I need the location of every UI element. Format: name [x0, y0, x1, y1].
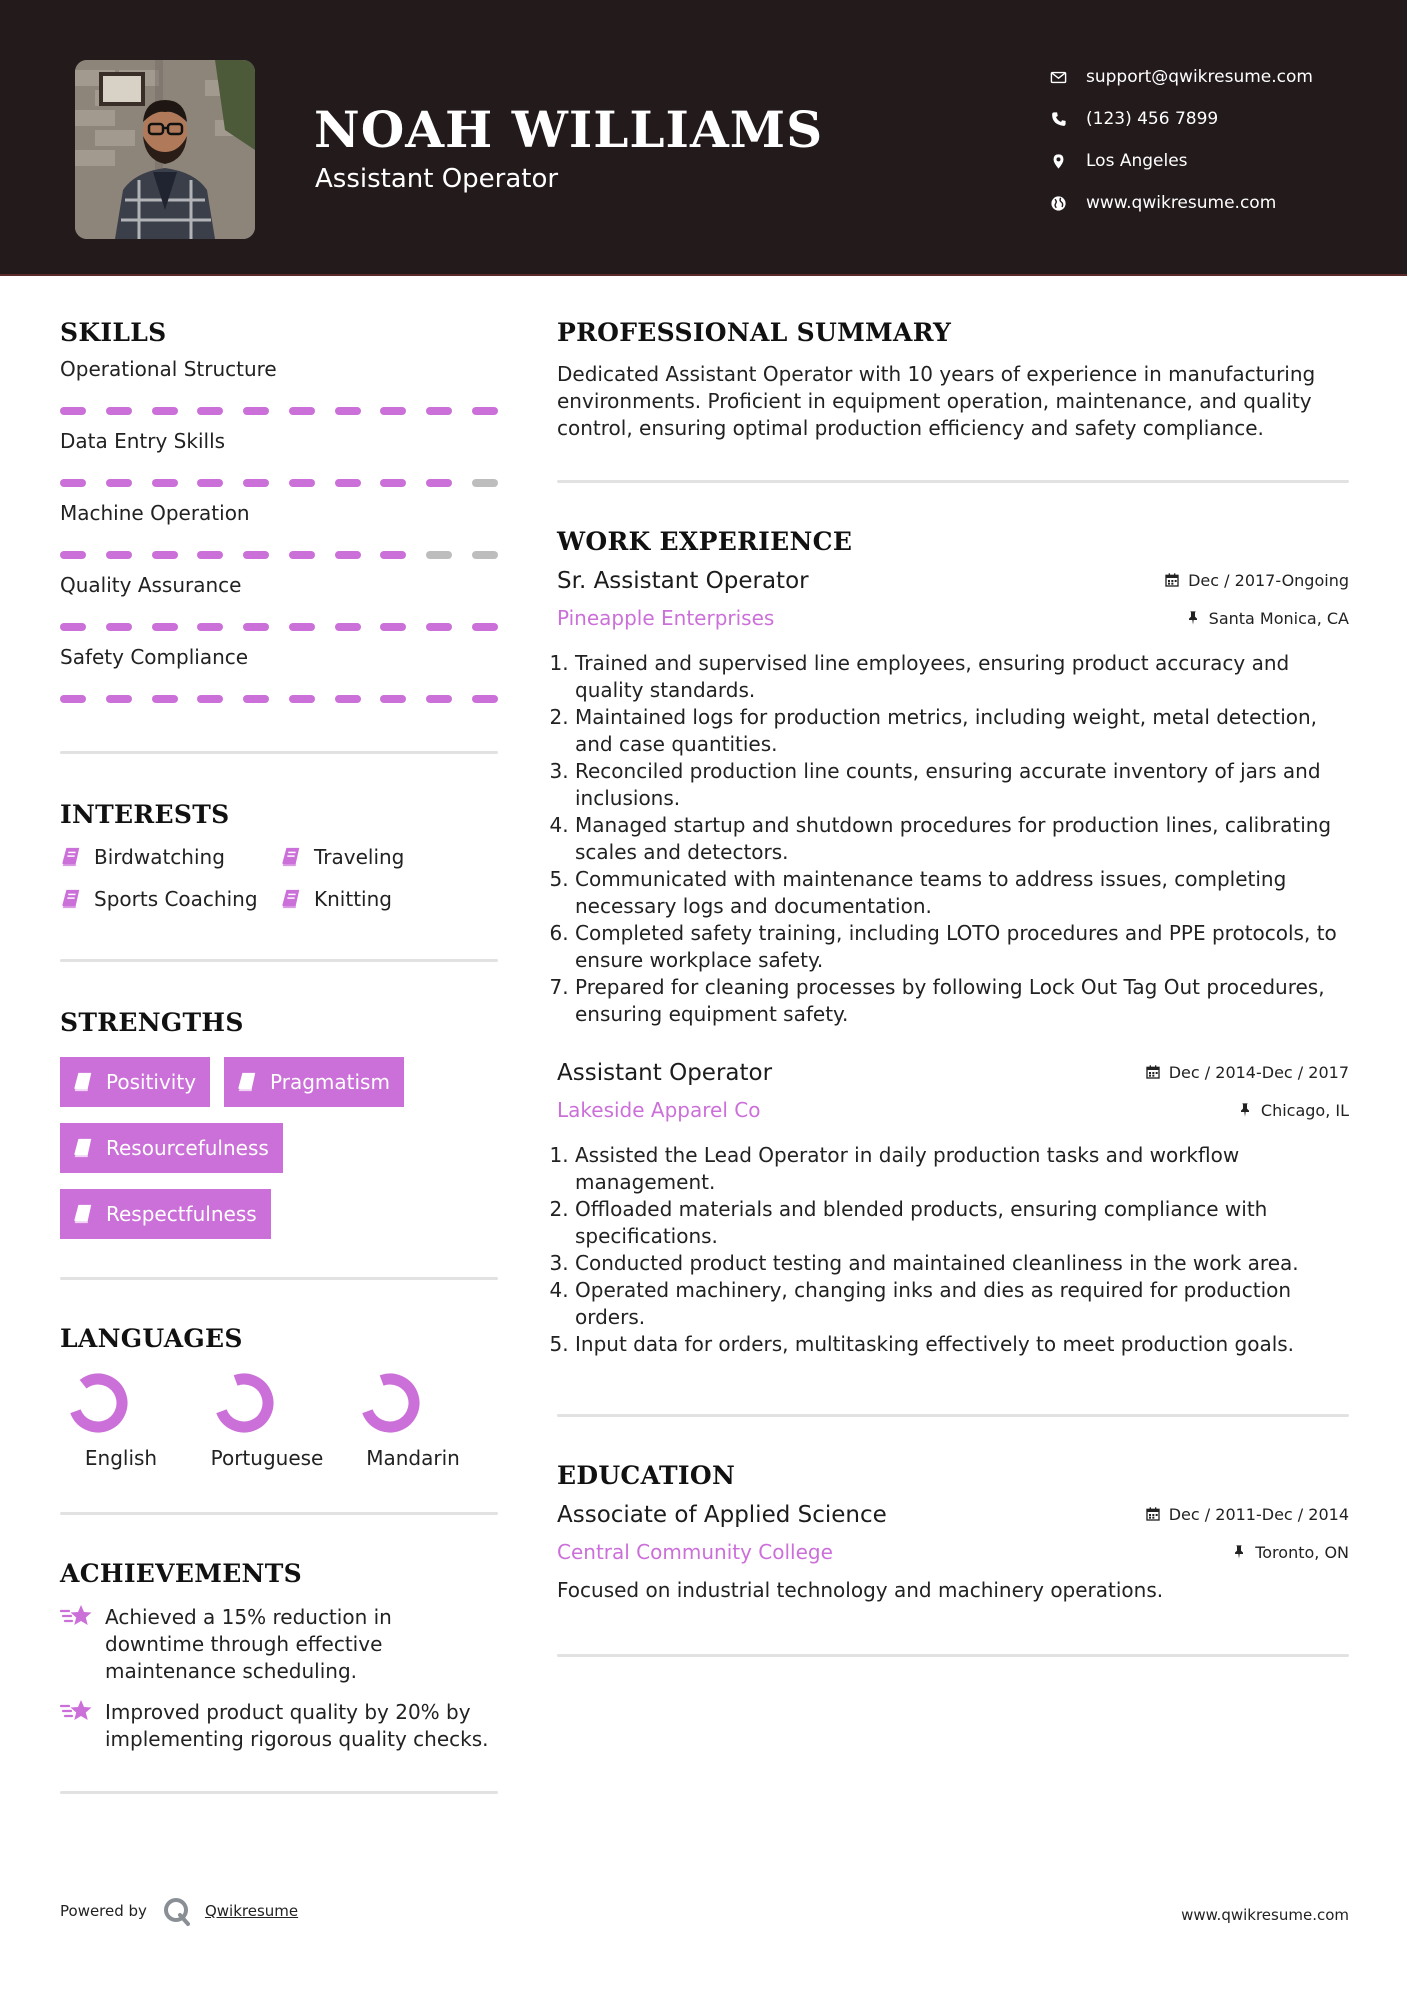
job-duty: 5. Communicated with maintenance teams to address issues, completing necessary logs and documentation.	[575, 866, 1349, 920]
skill-name: Machine Operation	[60, 501, 250, 525]
skill-dot-filled	[243, 623, 269, 631]
job-duty: 4. Operated machinery, changing inks and dies as required for production orders.	[575, 1277, 1349, 1331]
skill-dot-filled	[243, 551, 269, 559]
section-divider	[60, 751, 498, 754]
skill-dot-filled	[197, 551, 223, 559]
education-entry	[557, 1502, 1349, 1528]
job-duty: 3. Conducted product testing and maintained cleanliness in the work area.	[575, 1250, 1349, 1277]
language-progress-ring	[358, 1371, 422, 1435]
skill-dot-filled	[197, 479, 223, 487]
job-entry	[557, 568, 1349, 1028]
skills-heading: SKILLS	[60, 318, 167, 347]
skill-dot-filled	[106, 695, 132, 703]
phone-icon	[1050, 111, 1067, 128]
interest-label: Birdwatching	[94, 845, 225, 869]
skill-dot-filled	[106, 407, 132, 415]
interest-item	[280, 845, 490, 869]
pin-icon	[1237, 1102, 1253, 1118]
skill-dot-filled	[106, 623, 132, 631]
job-duty: 2. Maintained logs for production metrics, including weight, metal detection, and case quantities.	[575, 704, 1349, 758]
strength-tag	[224, 1057, 404, 1107]
skill-dot-filled	[426, 479, 452, 487]
achievement-text: Improved product quality by 20% by implementing rigorous quality checks.	[105, 1700, 489, 1751]
skill-dot-filled	[60, 479, 86, 487]
job-title: Sr. Assistant Operator	[557, 568, 809, 594]
skill-dot-filled	[289, 551, 315, 559]
contact-email[interactable]	[1050, 56, 1380, 98]
skill-dot-filled	[426, 695, 452, 703]
footer-powered-by	[60, 1895, 298, 1927]
skill-dot-filled	[152, 407, 178, 415]
jobs-list	[557, 568, 1349, 1358]
skill-name: Safety Compliance	[60, 645, 249, 669]
skill-dot-filled	[289, 407, 315, 415]
job-dates	[1145, 1063, 1349, 1082]
section-divider	[60, 1277, 498, 1280]
powered-by-label: Powered by	[60, 1902, 147, 1920]
contact-location-text: Los Angeles	[1086, 151, 1188, 171]
map-pin-icon	[1050, 153, 1067, 170]
interest-label: Traveling	[314, 845, 405, 869]
envelope-icon	[1050, 69, 1067, 86]
skill-dot-filled	[289, 479, 315, 487]
skill-dot-filled	[152, 551, 178, 559]
job-duty: 4. Managed startup and shutdown procedures for production lines, calibrating scales and detectors.	[575, 812, 1349, 866]
job-duty: 1. Assisted the Lead Operator in daily production tasks and workflow management.	[575, 1142, 1349, 1196]
strength-label: Pragmatism	[270, 1070, 390, 1094]
skill-level-meter	[60, 479, 498, 487]
job-header	[557, 568, 1349, 594]
strength-tag	[60, 1057, 210, 1107]
skill-dot-filled	[380, 551, 406, 559]
skill-dot-empty	[472, 479, 498, 487]
strength-label: Resourcefulness	[106, 1136, 269, 1160]
skill-dot-filled	[472, 407, 498, 415]
language-name: English	[84, 1446, 158, 1470]
job-entry	[557, 1060, 1349, 1358]
language-name: Mandarin	[366, 1446, 460, 1470]
language-progress-ring	[66, 1371, 130, 1435]
education-school[interactable]: Central Community College	[557, 1540, 833, 1564]
skill-dot-filled	[335, 623, 361, 631]
globe-icon	[1050, 195, 1067, 212]
skill-dot-filled	[152, 695, 178, 703]
right-column	[557, 318, 1349, 1657]
education-dates-text: Dec / 2011-Dec / 2014	[1168, 1504, 1349, 1524]
section-divider	[60, 959, 498, 962]
profile-photo	[75, 60, 255, 239]
job-location-text: Chicago, IL	[1260, 1100, 1349, 1120]
contact-website[interactable]	[1050, 182, 1380, 224]
job-company[interactable]: Lakeside Apparel Co	[557, 1098, 761, 1122]
language-item	[352, 1371, 498, 1472]
interest-label: Knitting	[314, 887, 392, 911]
achievements-heading: ACHIEVEMENTS	[60, 1559, 302, 1588]
skill-dot-filled	[380, 695, 406, 703]
job-subheader	[557, 1098, 1349, 1122]
skill-dot-filled	[380, 407, 406, 415]
job-duty: 1. Trained and supervised line employees, ensuring product accuracy and quality standards.	[575, 650, 1349, 704]
language-progress-arc	[359, 1372, 421, 1434]
skill-dot-filled	[426, 407, 452, 415]
skill-dot-filled	[106, 479, 132, 487]
interest-label: Sports Coaching	[94, 887, 258, 911]
shooting-star-icon	[60, 1697, 94, 1725]
languages-heading: LANGUAGES	[60, 1324, 243, 1353]
skill-dot-filled	[152, 623, 178, 631]
strength-label: Respectfulness	[106, 1202, 257, 1226]
skill-dot-empty	[426, 551, 452, 559]
skill-dot-filled	[197, 695, 223, 703]
experience-heading: WORK EXPERIENCE	[557, 527, 853, 556]
contact-phone[interactable]	[1050, 98, 1380, 140]
strength-label: Positivity	[106, 1070, 197, 1094]
education-heading: EDUCATION	[557, 1461, 736, 1490]
footer-brand-link[interactable]: Qwikresume	[204, 1902, 299, 1920]
job-duty: 7. Prepared for cleaning processes by following Lock Out Tag Out procedures, ensuring equipment safety.	[575, 974, 1349, 1028]
resume-header	[0, 0, 1407, 276]
skill-dot-filled	[289, 695, 315, 703]
book-icon	[60, 846, 82, 868]
skill-name: Data Entry Skills	[60, 429, 226, 453]
contact-email-text: support@qwikresume.com	[1086, 67, 1313, 87]
shooting-star-icon	[60, 1602, 94, 1630]
candidate-title: Assistant Operator	[315, 164, 559, 194]
language-progress-arc	[67, 1372, 129, 1434]
language-item	[206, 1371, 352, 1472]
book-icon	[236, 1071, 258, 1093]
calendar-icon	[1145, 1064, 1161, 1080]
skill-dot-filled	[197, 407, 223, 415]
education-degree: Associate of Applied Science	[557, 1502, 887, 1528]
job-header	[557, 1060, 1349, 1086]
skill-dot-filled	[197, 623, 223, 631]
language-progress-arc	[213, 1372, 275, 1434]
interest-item	[60, 887, 280, 911]
section-divider	[60, 1512, 498, 1515]
skill-dot-filled	[289, 623, 315, 631]
footer-website[interactable]: www.qwikresume.com	[1181, 1906, 1349, 1924]
language-progress-ring	[212, 1371, 276, 1435]
skills-list	[60, 357, 498, 703]
calendar-icon	[1145, 1506, 1161, 1522]
candidate-name: NOAH WILLIAMS	[314, 100, 824, 159]
education-dates	[1145, 1505, 1349, 1524]
interest-item	[280, 887, 490, 911]
summary-text: Dedicated Assistant Operator with 10 years of experience in manufacturing environments. Proficient in equipment operation, maintenance, and quality control, ensuring optimal production efficiency and safety compliance.	[557, 362, 1316, 440]
skill-level-meter	[60, 623, 498, 631]
book-icon	[72, 1071, 94, 1093]
calendar-icon	[1164, 572, 1180, 588]
job-dates-text: Dec / 2014-Dec / 2017	[1168, 1062, 1349, 1082]
skill-dot-filled	[335, 407, 361, 415]
skill-dot-filled	[60, 407, 86, 415]
qwikresume-logo-icon	[161, 1895, 193, 1927]
interest-item	[60, 845, 280, 869]
book-icon	[72, 1137, 94, 1159]
job-duties-list	[557, 1142, 1349, 1358]
skill-dot-filled	[335, 695, 361, 703]
languages-list	[60, 1371, 498, 1472]
strength-tag	[60, 1123, 283, 1173]
skill-dot-filled	[335, 479, 361, 487]
skill-dot-filled	[380, 479, 406, 487]
skill-dot-filled	[60, 623, 86, 631]
skill-dot-filled	[60, 695, 86, 703]
education-location	[1231, 1543, 1349, 1562]
interests-list	[60, 845, 498, 911]
job-company[interactable]: Pineapple Enterprises	[557, 606, 775, 630]
book-icon	[280, 888, 302, 910]
language-item	[60, 1371, 206, 1472]
education-description: Focused on industrial technology and machinery operations.	[557, 1578, 1164, 1602]
job-location	[1185, 609, 1349, 628]
skill-name: Quality Assurance	[60, 573, 242, 597]
skill-dot-empty	[472, 551, 498, 559]
skill-dot-filled	[426, 623, 452, 631]
skill-name: Operational Structure	[60, 357, 277, 381]
pin-icon	[1185, 610, 1201, 626]
contact-list	[1050, 56, 1380, 224]
skill-dot-filled	[152, 479, 178, 487]
job-duty: 5. Input data for orders, multitasking effectively to meet production goals.	[575, 1331, 1349, 1358]
contact-location	[1050, 140, 1380, 182]
strengths-list	[60, 1057, 498, 1239]
language-name: Portuguese	[210, 1446, 324, 1470]
achievement-text: Achieved a 15% reduction in downtime through effective maintenance scheduling.	[105, 1605, 392, 1683]
section-divider	[557, 480, 1349, 483]
skill-level-meter	[60, 551, 498, 559]
job-title: Assistant Operator	[557, 1060, 773, 1086]
skill-dot-filled	[472, 695, 498, 703]
book-icon	[280, 846, 302, 868]
job-duties-list	[557, 650, 1349, 1028]
job-location	[1237, 1101, 1349, 1120]
job-dates-text: Dec / 2017-Ongoing	[1188, 570, 1349, 590]
education-sub	[557, 1540, 1349, 1564]
education-location-text: Toronto, ON	[1255, 1542, 1349, 1562]
skill-dot-filled	[472, 623, 498, 631]
job-duty: 6. Completed safety training, including LOTO procedures and PPE protocols, to ensure workplace safety.	[575, 920, 1349, 974]
skill-dot-filled	[106, 551, 132, 559]
contact-phone-text: (123) 456 7899	[1086, 109, 1219, 129]
skill-dot-filled	[243, 479, 269, 487]
left-column	[60, 318, 498, 1794]
contact-website-text: www.qwikresume.com	[1086, 193, 1277, 213]
skill-dot-filled	[60, 551, 86, 559]
skill-dot-filled	[243, 695, 269, 703]
skill-dot-filled	[243, 407, 269, 415]
job-subheader	[557, 606, 1349, 630]
skill-level-meter	[60, 407, 498, 415]
achievements-list	[60, 1604, 498, 1753]
strength-tag	[60, 1189, 271, 1239]
section-divider	[557, 1654, 1349, 1657]
achievement-item	[60, 1604, 498, 1685]
skill-level-meter	[60, 695, 498, 703]
job-duty: 3. Reconciled production line counts, ensuring accurate inventory of jars and inclusions.	[575, 758, 1349, 812]
strengths-heading: STRENGTHS	[60, 1008, 244, 1037]
section-divider	[557, 1414, 1349, 1417]
skill-dot-filled	[380, 623, 406, 631]
job-location-text: Santa Monica, CA	[1208, 608, 1349, 628]
job-dates	[1164, 571, 1349, 590]
interests-heading: INTERESTS	[60, 800, 230, 829]
summary-heading: PROFESSIONAL SUMMARY	[557, 318, 952, 347]
achievement-item	[60, 1699, 498, 1753]
book-icon	[72, 1203, 94, 1225]
pin-icon	[1231, 1544, 1247, 1560]
book-icon	[60, 888, 82, 910]
section-divider	[60, 1791, 498, 1794]
job-duty: 2. Offloaded materials and blended products, ensuring compliance with specifications.	[575, 1196, 1349, 1250]
skill-dot-filled	[335, 551, 361, 559]
